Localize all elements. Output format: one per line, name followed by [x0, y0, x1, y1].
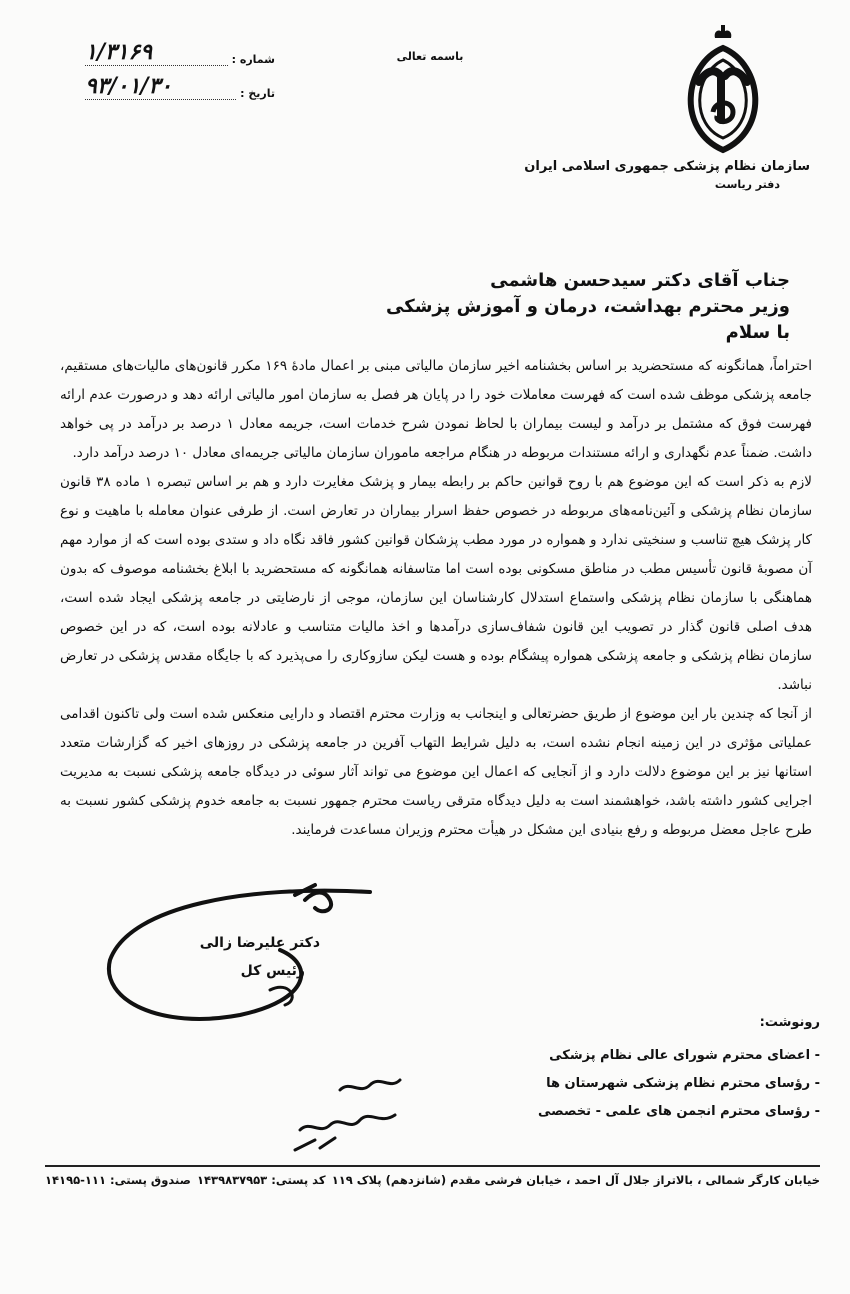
footer-postal-code: کد پستی: ۱۴۳۹۸۳۷۹۵۳: [197, 1173, 326, 1187]
medical-council-logo-icon: [663, 20, 783, 155]
handwritten-signature-icon: [100, 880, 400, 1040]
signature-area: [100, 880, 400, 1040]
cc-title: رونوشت:: [759, 1015, 820, 1030]
signer-title: رئیس کل: [240, 963, 305, 979]
body-paragraph: احتراماً، همانگونه که مستحضرید بر اساس بخشنامه اخیر سازمان مالیاتی مبنی بر اعمال مادهٔ ۱۶۹ مکرر قانون‌های مالیات‌های مستقیم، جامعه پزشکی موظف شده است که فهرست معاملات خود را در پایان هر فصل به سازمان امور مالیاتی ارائه دهد و درصورت عدم ارائه فهرست فوق که مشتمل بر درآمد و لیست بیماران با لحاظ نمودن شرح خدمات است، جریمه معادل ۱ درصد بر درآمد در پی خواهد داشت. ضمناً عدم نگهداری و ارائه مستندات مربوطه در هنگام مراجعه ماموران سازمان مالیاتی جریمه‌ای معادل ۱۰ درصد درآمد دارد.: [60, 358, 813, 461]
office-name: دفتر ریاست: [714, 178, 780, 191]
number-row: [85, 32, 275, 66]
letter-footer: [45, 1165, 820, 1187]
date-label: تاریخ :: [240, 87, 275, 100]
date-value: ۹۳/۰۱/۳۰: [85, 73, 236, 100]
organization-name: سازمان نظام پزشکی جمهوری اسلامی ایران: [524, 159, 810, 174]
cc-item: - اعضای محترم شورای عالی نظام پزشکی: [549, 1048, 820, 1063]
footer-po-box: صندوق پستی: ۱۱۱-۱۴۱۹۵: [45, 1173, 191, 1187]
cc-item: - رؤسای محترم نظام پزشکی شهرستان ها: [546, 1076, 820, 1091]
body-paragraph: لازم به ذکر است که این موضوع هم با روح قوانین حاکم بر رابطه بیمار و پزشک مغایرت دارد و هم بر اساس تبصره ۱ ماده ۳۸ قانون سازمان نظام پزشکی و آئین‌نامه‌های مربوطه در خصوص حفظ اسرار بیماران در تعارض است. از طرفی عنوان معامله با ماهیت و نوع کار پزشک هیچ تناسب و سنخیتی ندارد و همواره در مورد مطب پزشکان قوانین کشور فاقد نگاه داد و ستدی بوده است که از موارد مهم آن مصوبهٔ قانون تأسیس مطب در مناطق مسکونی بوده است اما متاسفانه همانگونه که مستحضرید با ابلاغ بخشنامه موصوف که بدون هماهنگی با سازمان نظام پزشکی واستماع استدلال کارشناسان این سازمان، موجی از نارضایتی در جامعه پزشکی ایجاد شده است، هدف اصلی قانون گذار در تصویب این قانون شفاف‌سازی درآمدها و اخذ مالیات متناسب و عادلانه بوده است، که در این خصوص سازمان نظام پزشکی و جامعه پزشکی همواره پیشگام بوده و هست لیکن سازوکاری را می‌پذیرد که با جایگاه مقدس پزشکی در تعارض نباشد.: [60, 474, 812, 693]
addressee-block: [110, 268, 790, 346]
carbon-copy-block: [490, 1015, 820, 1126]
addressee-title: وزیر محترم بهداشت، درمان و آموزش پزشکی: [386, 296, 790, 317]
basmala-heading: باسمه تعالی: [396, 50, 464, 63]
number-value: ۱/۳۱۶۹: [85, 39, 228, 66]
number-label: شماره :: [231, 53, 275, 66]
letter-meta: [85, 32, 275, 100]
body-paragraph: از آنجا که چندین بار این موضوع از طریق حضرتعالی و اینجانب به وزارت محترم اقتصاد و دارایی منعکس شده است ولی تاکنون اقدامی عملیاتی مؤثری در این زمینه انجام نشده است، به دلیل شرایط التهاب آفرین در جامعه پزشکی در روزهای اخیر که گزارشات متعدد استانها نیز بر این موضوع دلالت دارد و از آنجایی که اعمال این موضوع می تواند آثار سوئی در دیدگاه جامعه پزشکی نسبت به مدیریت اجرایی کشور داشته باشد، خواهشمند است به دلیل دیدگاه مترقی ریاست محترم جمهور نسبت به جامعه خدوم پزشکی کشور نسبت به طرح عاجل معضل مربوطه و رفع بنیادی این مشکل در هیأت محترم وزیران مساعدت فرمایند.: [60, 706, 812, 838]
addressee-name: جناب آقای دکتر سیدحسن هاشمی: [490, 270, 790, 291]
cc-item: - رؤسای محترم انجمن های علمی - تخصصی: [538, 1104, 820, 1119]
letterhead-logo-block: [524, 20, 810, 191]
handwritten-note-icon: [280, 1060, 420, 1160]
greeting: با سلام: [725, 322, 790, 343]
letter-body: [60, 352, 812, 845]
date-row: [85, 66, 275, 100]
signer-name: دکتر علیرضا زالی: [199, 935, 320, 951]
footer-address: خیابان کارگر شمالی ، بالاتراز جلال آل احمد ، خیابان فرشی مقدم (شانزدهم) پلاک ۱۱۹: [331, 1173, 820, 1187]
